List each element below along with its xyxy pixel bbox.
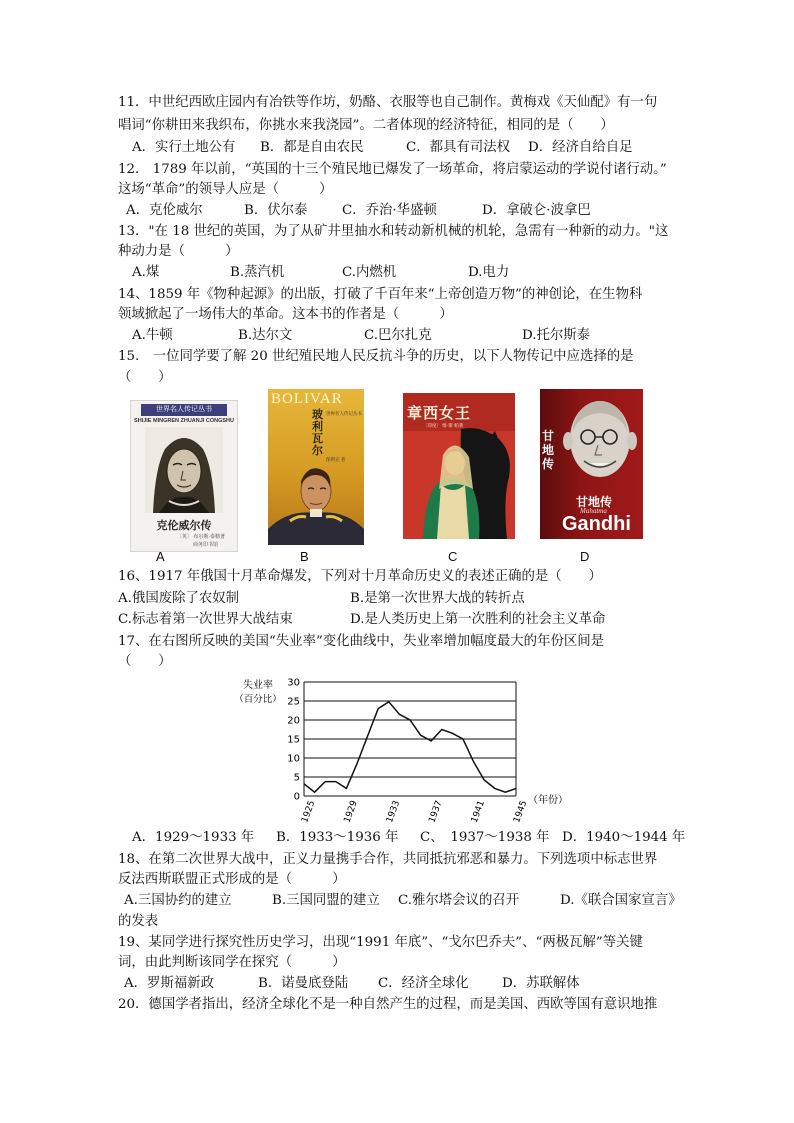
q17-option-a[interactable]: A．1929～1933 年 xyxy=(132,830,255,845)
q12-option-c[interactable]: C．乔治·华盛顿 xyxy=(342,203,437,218)
cover-d-latin2: Gandhi xyxy=(562,513,631,535)
q13-option-b[interactable]: B.蒸汽机 xyxy=(230,265,285,280)
question-18-option-d-continued: 的发表 xyxy=(118,914,159,929)
chart-xlabel: （年份） xyxy=(528,795,568,806)
cover-a-publisher: 商务印书馆 xyxy=(193,542,219,548)
question-18-stem-line1: 18、在第二次世界大战中，正义力量携手合作，共同抵抗邪恶和暴力。下列选项中标志世界 xyxy=(118,852,658,867)
q13-option-d[interactable]: D.电力 xyxy=(468,265,510,280)
question-17-stem-line1: 17、在右图所反映的美国“失业率”变化曲线中，失业率增加幅度最大的年份区间是 xyxy=(118,634,605,649)
cover-d-title-vertical: 甘地传 xyxy=(542,429,555,471)
question-11-stem-line1: 11．中世纪西欧庄园内有冶铁等作坊，奶酪、衣服等也自己制作。黄梅戏《天仙配》有一句 xyxy=(118,95,658,110)
q17-option-c[interactable]: C、 1937～1938 年 xyxy=(420,830,550,845)
q19-option-a[interactable]: A．罗斯福新政 xyxy=(124,976,215,991)
gandhi-portrait-icon xyxy=(554,395,642,491)
chart-y-tick-label: 20 xyxy=(287,715,300,727)
question-15-stem-line1: 15. 一位同学要了解 20 世纪殖民地人民反抗斗争的历史，以下人物传记中应选择的是 xyxy=(118,349,634,364)
cover-a-title: 克伦威尔传 xyxy=(156,519,212,532)
cover-a-author: 〔英〕 布尔斯·泰勒著 xyxy=(177,534,226,540)
cover-d-title: 甘地传 xyxy=(576,495,613,509)
question-17-stem-line2: （ ） xyxy=(118,654,172,669)
q18-option-b[interactable]: B.三国同盟的建立 xyxy=(272,893,380,908)
question-18-stem-line2: 反法西斯联盟正式形成的是（ ） xyxy=(118,872,346,887)
question-14-stem-line2: 领域掀起了一场伟大的革命。这本书的作者是（ ） xyxy=(118,307,453,322)
question-19-stem-line2: 词，由此判断该同学在探究（ ） xyxy=(118,955,346,970)
question-16-stem: 16、1917 年俄国十月革命爆发，下列对十月革命历史义的表述正确的是（ ） xyxy=(118,569,602,584)
cover-b-author: 保利克 著 xyxy=(326,457,346,462)
cover-b-series: 世界名人传记丛书 xyxy=(326,411,362,416)
book-label-d: D xyxy=(580,549,590,564)
q13-option-c[interactable]: C.内燃机 xyxy=(342,265,397,280)
chart-ylabel-line2: （百分比） xyxy=(234,694,282,705)
book-label-a: A xyxy=(156,549,165,564)
q19-option-d[interactable]: D．苏联解体 xyxy=(502,976,580,991)
q16-option-c[interactable]: C.标志着第一次世界大战结束 xyxy=(118,612,293,627)
chart-x-tick-label: 1937 xyxy=(427,799,445,825)
book-cover-cromwell[interactable] xyxy=(130,400,238,552)
question-20-stem: 20．德国学者指出，经济全球化不是一种自然产生的过程，而是美国、西欧等国有意识地推 xyxy=(118,997,658,1012)
chart-y-tick-label: 15 xyxy=(287,734,300,746)
question-12-stem-line2: 这场“革命”的领导人应是（ ） xyxy=(118,182,333,197)
question-15-stem-line2: （ ） xyxy=(118,370,172,385)
q18-option-c[interactable]: C.雅尔塔会议的召开 xyxy=(398,893,520,908)
book-label-b: B xyxy=(300,549,309,564)
q12-option-b[interactable]: B．伏尔泰 xyxy=(244,203,308,218)
bolivar-portrait-icon xyxy=(268,459,364,545)
chart-x-tick-label: 1945 xyxy=(512,799,530,825)
chart-y-tick-label: 0 xyxy=(293,791,300,803)
chart-ylabel-line1: 失业率 xyxy=(243,680,273,691)
question-19-stem-line1: 19、某同学进行探究性历史学习，出现“1991 年底”、“戈尔巴乔夫”、“两极瓦解”等关键 xyxy=(118,935,643,950)
cover-b-title: 玻利瓦尔 xyxy=(312,408,323,457)
question-12-stem-line1: 12． 1789 年以前，“英国的十三个殖民地已爆发了一场革命，将启蒙运动的学说付诸行动。” xyxy=(118,162,667,177)
chart-series-line xyxy=(304,702,516,792)
question-11-stem-line2: 唱词“你耕田来我织布，你挑水来我浇园”。二者体现的经济特征，相同的是（ ） xyxy=(118,118,614,133)
chart-x-tick-label: 1925 xyxy=(300,799,318,825)
cover-a-pinyin: SHIJIE MINGREN ZHUANJI CONGSHU xyxy=(134,418,234,424)
question-13-stem-line2: 种动力是（ ） xyxy=(118,244,239,259)
cover-d-latin1: Mahatma xyxy=(580,507,607,515)
chart-y-tick-label: 30 xyxy=(287,677,300,689)
q19-option-b[interactable]: B．诺曼底登陆 xyxy=(258,976,349,991)
q14-option-c[interactable]: C.巴尔扎克 xyxy=(364,328,432,343)
cromwell-portrait-icon xyxy=(145,427,223,513)
q11-option-b[interactable]: B．都是自由农民 xyxy=(260,140,364,155)
chart-y-tick-label: 10 xyxy=(287,753,300,765)
chart-x-tick-label: 1933 xyxy=(384,799,403,825)
book-cover-gandhi[interactable] xyxy=(540,389,643,539)
chart-x-ticks xyxy=(300,799,529,824)
cover-c-title: 章西女王 xyxy=(407,404,472,422)
q14-option-d[interactable]: D.托尔斯泰 xyxy=(522,328,591,343)
book-cover-rani-of-jhansi[interactable] xyxy=(403,393,515,539)
chart-x-tick-label: 1941 xyxy=(469,799,488,825)
q14-option-a[interactable]: A.牛顿 xyxy=(132,328,173,343)
rani-horse-illustration-icon xyxy=(403,429,515,539)
chart-y-tick-label: 5 xyxy=(293,772,300,784)
q16-option-a[interactable]: A.俄国废除了农奴制 xyxy=(118,591,240,606)
chart-x-tick-label: 1929 xyxy=(342,799,360,825)
q11-option-c[interactable]: C．都具有司法权 xyxy=(406,140,510,155)
unemployment-rate-chart xyxy=(228,672,568,825)
q18-option-d[interactable]: D.《联合国家宣言》 xyxy=(560,893,682,908)
q16-option-b[interactable]: B.是第一次世界大战的转折点 xyxy=(350,591,525,606)
q17-option-d[interactable]: D．1940～1944 年 xyxy=(562,830,686,845)
chart-y-ticks xyxy=(287,678,300,803)
q11-option-a[interactable]: A．实行土地公有 xyxy=(132,140,236,155)
book-cover-bolivar[interactable] xyxy=(268,389,364,545)
cover-a-series: 世界名人传记丛书 xyxy=(141,404,227,416)
q12-option-a[interactable]: A．克伦威尔 xyxy=(126,203,203,218)
q19-option-c[interactable]: C．经济全球化 xyxy=(378,976,469,991)
q13-option-a[interactable]: A.煤 xyxy=(132,265,160,280)
q16-option-d[interactable]: D.是人类历史上第一次胜利的社会主义革命 xyxy=(350,612,606,627)
q14-option-b[interactable]: B.达尔文 xyxy=(238,328,293,343)
question-14-stem-line1: 14、1859 年《物种起源》的出版，打破了千百年来“上帝创造万物”的神创论，在生物科 xyxy=(118,287,643,302)
q11-option-d[interactable]: D．经济自给自足 xyxy=(528,140,633,155)
q17-option-b[interactable]: B．1933～1936 年 xyxy=(276,830,399,845)
book-label-c: C xyxy=(448,549,458,564)
q12-option-d[interactable]: D．拿破仑·波拿巴 xyxy=(482,203,591,218)
chart-y-tick-label: 25 xyxy=(287,696,300,708)
question-13-stem-line1: 13．"在 18 世纪的英国，为了从矿井里抽水和转动新机械的机轮，急需有一种新的动力。"这 xyxy=(118,224,669,239)
q18-option-a[interactable]: A.三国协约的建立 xyxy=(124,893,232,908)
cover-c-author: 〔印度〕 维·斯·帕著 xyxy=(423,423,464,428)
cover-b-latin: BOLIVAR xyxy=(271,391,343,407)
